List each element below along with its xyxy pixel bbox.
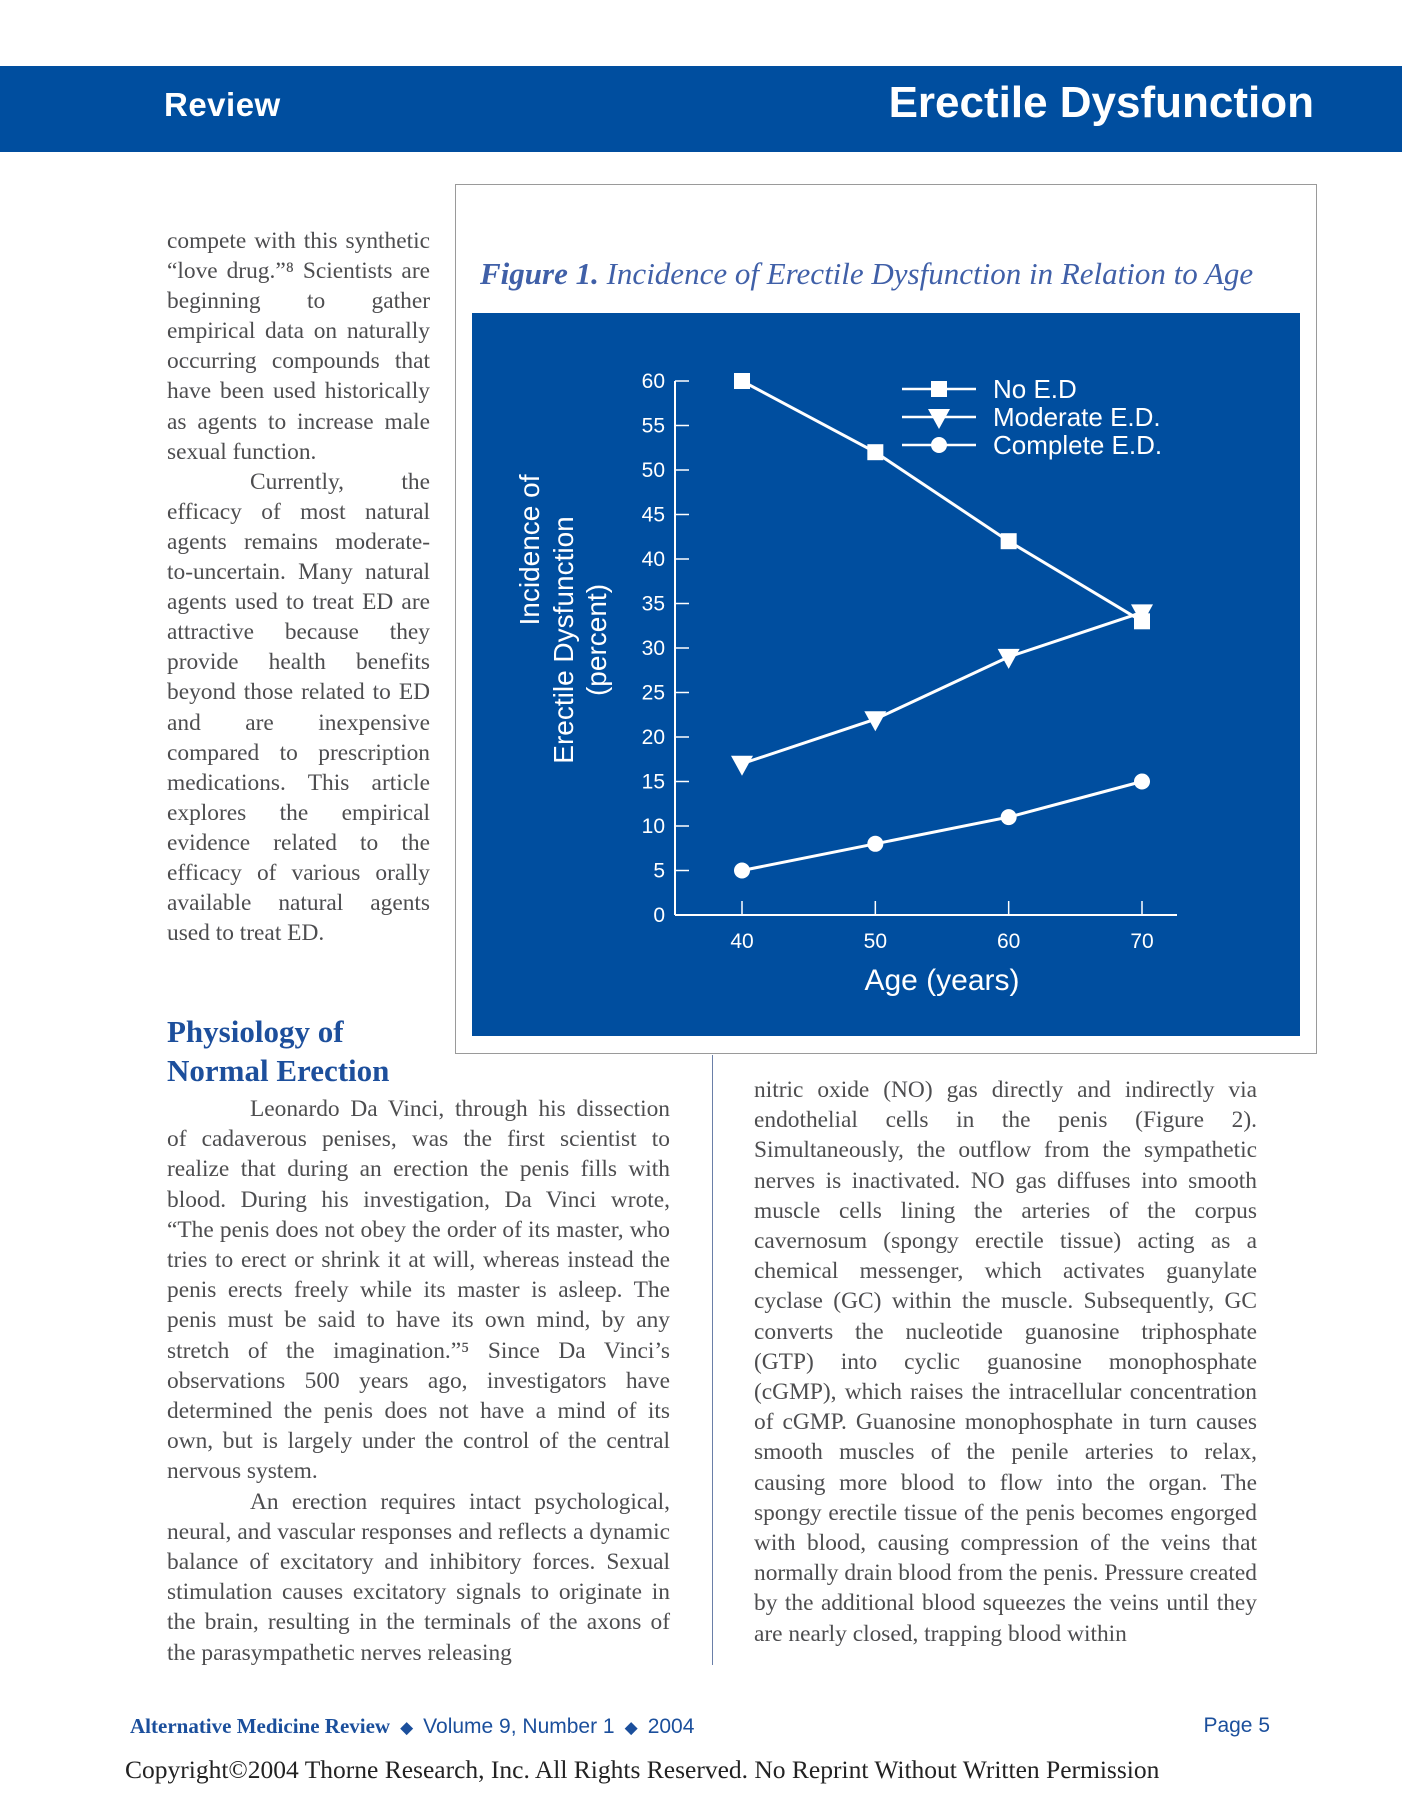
column-3-text <box>754 1075 1257 1649</box>
data-point <box>1001 533 1017 549</box>
volume-info: Volume 9, Number 1 <box>423 1715 615 1738</box>
series-line <box>742 782 1142 871</box>
y-axis-label-line: Erectile Dysfunction <box>548 516 579 764</box>
legend-label: Complete E.D. <box>993 430 1163 460</box>
y-tick-label: 50 <box>641 459 665 482</box>
y-tick-label: 55 <box>641 414 665 438</box>
series-complete-e-d <box>734 774 1150 879</box>
y-tick-label: 10 <box>641 815 665 838</box>
x-tick-label: 60 <box>996 930 1021 953</box>
legend-label: Moderate E.D. <box>993 402 1161 432</box>
y-tick-label: 25 <box>641 681 665 705</box>
page-number: Page 5 <box>1203 1714 1270 1737</box>
legend-item <box>902 430 1162 460</box>
y-tick-label: 20 <box>641 726 665 749</box>
data-point <box>867 836 883 852</box>
series-moderate-e-d <box>731 604 1153 775</box>
x-tick-label: 50 <box>863 930 888 953</box>
y-tick-label: 5 <box>653 859 665 883</box>
legend-item <box>902 374 1077 404</box>
diamond-separator-icon: ◆ <box>400 1718 414 1738</box>
paragraph: nitric oxide (NO) gas directly and indirectly via endothelial cells in the penis (Figure 2). Simultaneously, the outflow from the sympathetic nerves is inactivated. NO gas diffuses into smooth muscle cells lining the arteries of the corpus cavernosum (spongy erectile tissue) acting as a chemical messenger, which activates guanylate cyclase (GC) within the muscle. Subsequently, GC converts the nucleotide guanosine triphosphate (GTP) into cyclic guanosine monophosphate (cGMP), which raises the intracellular concentration of cGMP. Guanosine monophosphate in turn causes smooth muscles of the penile arteries to relax, causing more blood to flow into the organ. The spongy erectile tissue of the penis becomes engorged with blood, causing compression of the veins that normally drain blood from the penis. Pressure created by the additional blood squeezes the veins until they are nearly closed, trapping blood within <box>754 1077 1257 1647</box>
data-point <box>1134 774 1150 790</box>
figure-caption <box>480 256 1253 292</box>
line-chart <box>472 313 1300 1036</box>
header-band <box>0 66 1402 152</box>
paragraph: An erection requires intact psychological, neural, and vascular responses and reflects a dynamic balance of excitatory and inhibitory forces. Sexual stimulation causes excitatory signals to originate in the brain, resulting in the terminals of the axons of the parasympathetic nerves releasing <box>167 1488 670 1666</box>
legend-marker <box>931 437 947 453</box>
diamond-separator-icon: ◆ <box>624 1718 638 1738</box>
year: 2004 <box>647 1715 695 1738</box>
y-tick-label: 35 <box>641 592 665 616</box>
y-tick-label: 0 <box>653 904 665 927</box>
legend-marker <box>928 409 950 429</box>
data-point <box>734 863 750 879</box>
y-tick-label: 45 <box>641 503 665 527</box>
y-tick-label: 40 <box>641 548 665 571</box>
data-point <box>731 756 753 776</box>
figure-caption-text: Incidence of Erectile Dysfunction in Relation to Age <box>606 256 1254 291</box>
x-tick-label: 40 <box>730 930 754 953</box>
paragraph: Currently, the efficacy of most natural agents remains moderate-to-uncertain. Many natural agents used to treat ED are attractive because they provide health benefits beyond those related to ED and are inexpensive compared to prescription medications. This article explores the empirical evidence related to the efficacy of various orally available natural agents used to treat ED. <box>167 468 430 947</box>
y-tick-label: 30 <box>641 637 665 660</box>
paragraph: compete with this synthetic “love drug.”⁸ Scientists are beginning to gather empirical data on naturally occurring compounds that have been used historically as agents to increase male sexual function. <box>167 228 430 465</box>
data-point <box>734 373 750 389</box>
legend-label: No E.D <box>993 374 1077 404</box>
column-1-text <box>167 226 430 948</box>
copyright-notice: Copyright©2004 Thorne Research, Inc. All Rights Reserved. No Reprint Without Written Permission <box>125 1755 1160 1784</box>
y-tick-label: 15 <box>641 770 665 794</box>
figure-label: Figure 1. <box>480 256 599 291</box>
footer-citation <box>130 1714 694 1739</box>
data-point <box>1001 809 1017 825</box>
page-header-title: Erectile Dysfunction <box>888 78 1314 127</box>
section-label: Review <box>164 86 281 123</box>
data-point <box>867 444 883 460</box>
x-axis-label: Age (years) <box>864 964 1020 997</box>
section-heading-line: Physiology of <box>167 1014 344 1049</box>
legend-marker <box>931 381 947 397</box>
paragraph: Leonardo Da Vinci, through his dissection of cadaverous penises, was the first scientist to realize that during an erection the penis fills with blood. During his investigation, Da Vinci wrote, “The penis does not obey the order of its master, who tries to erect or shrink it at will, whereas instead the penis erects freely while its master is asleep. The penis must be said to have its own mind, by any stretch of the imagination.”⁵ Since Da Vinci’s observations 500 years ago, investigators have determined the penis does not have a mind of its own, but is largely under the control of the central nervous system. <box>167 1096 670 1485</box>
series-line <box>742 612 1142 763</box>
y-axis-label-line: Incidence of <box>514 474 545 626</box>
journal-name: Alternative Medicine Review <box>130 1714 391 1738</box>
legend-item <box>902 402 1161 432</box>
x-tick-label: 70 <box>1130 930 1154 953</box>
column-divider <box>712 1055 713 1665</box>
y-axis-label-line: (percent) <box>581 583 612 697</box>
section-heading <box>167 1012 389 1090</box>
section-heading-line: Normal Erection <box>167 1053 390 1088</box>
column-2-text <box>167 1094 670 1668</box>
y-tick-label: 60 <box>641 370 665 393</box>
